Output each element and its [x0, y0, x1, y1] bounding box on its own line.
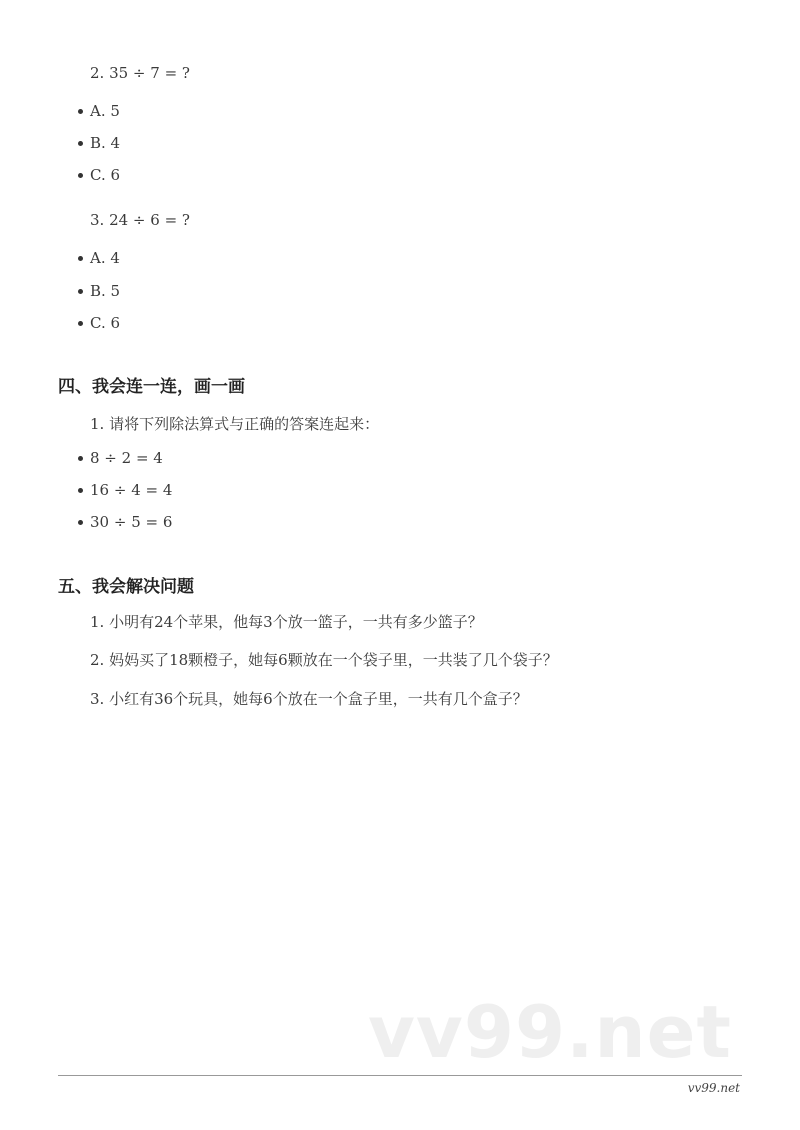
watermark: vv99.net — [368, 990, 732, 1074]
question-2-option-c: C. 6 — [78, 166, 120, 184]
footer-site: vv99.net — [687, 1081, 740, 1095]
section-5-heading: 五、我会解决问题 — [58, 577, 194, 597]
word-problem-2: 2. 妈妈买了18颗橙子，她每6颗放在一个袋子里，一共装了几个袋子？ — [90, 651, 558, 669]
question-3-prompt: 3. 24 ÷ 6 = ? — [90, 211, 190, 229]
matching-item: 8 ÷ 2 = 4 — [78, 449, 163, 467]
bullet-icon — [78, 109, 83, 114]
word-problem-3: 3. 小红有36个玩具，她每6个放在一个盒子里，一共有几个盒子？ — [90, 690, 528, 708]
bullet-icon — [78, 173, 83, 178]
bullet-icon — [78, 289, 83, 294]
bullet-icon — [78, 520, 83, 525]
footer-divider — [58, 1075, 742, 1076]
question-2-option-a: A. 5 — [78, 102, 120, 120]
bullet-icon — [78, 256, 83, 261]
question-3-option-a: A. 4 — [78, 249, 120, 267]
bullet-icon — [78, 141, 83, 146]
matching-item: 30 ÷ 5 = 6 — [78, 513, 172, 531]
bullet-icon — [78, 488, 83, 493]
bullet-icon — [78, 456, 83, 461]
section-4-heading: 四、我会连一连，画一画 — [58, 377, 245, 397]
section-4-question: 1. 请将下列除法算式与正确的答案连起来： — [90, 415, 380, 433]
bullet-icon — [78, 321, 83, 326]
question-3-option-c: C. 6 — [78, 314, 120, 332]
question-3-option-b: B. 5 — [78, 282, 120, 300]
word-problem-1: 1. 小明有24个苹果，他每3个放一篮子，一共有多少篮子？ — [90, 613, 483, 631]
matching-item: 16 ÷ 4 = 4 — [78, 481, 172, 499]
question-2-prompt: 2. 35 ÷ 7 = ? — [90, 64, 190, 82]
question-2-option-b: B. 4 — [78, 134, 120, 152]
